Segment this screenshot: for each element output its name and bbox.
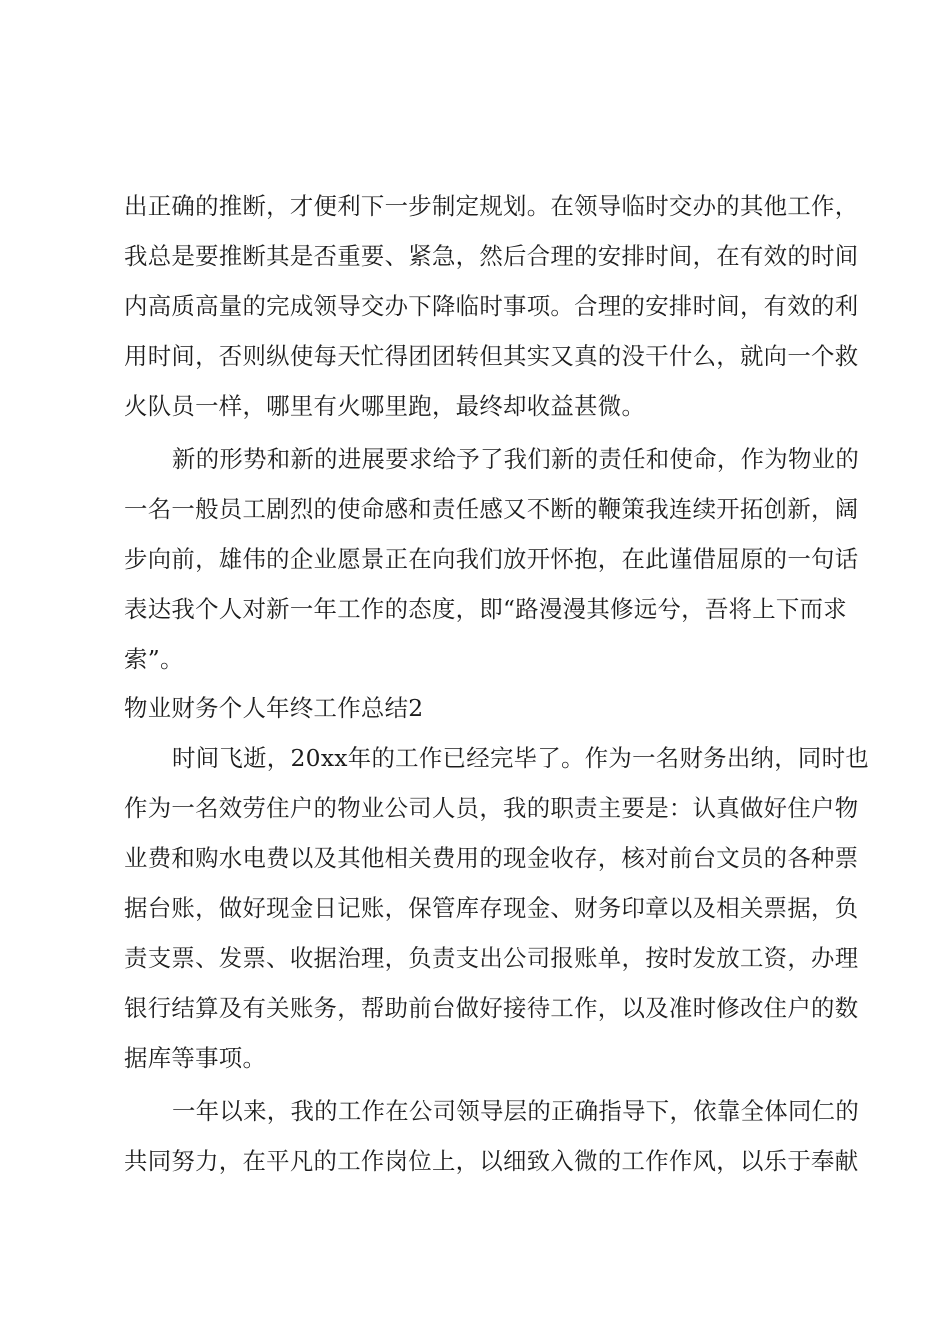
text-line: 步向前，雄伟的企业愿景正在向我们放开怀抱，在此谨借屈原的一句话 [124, 545, 859, 573]
text-line: 据台账，做好现金日记账，保管库存现金、财务印章以及相关票据，负 [124, 894, 859, 922]
text-line: 共同努力，在平凡的工作岗位上，以细致入微的工作作风，以乐于奉献 [124, 1147, 859, 1175]
text-line: 表达我个人对新一年工作的态度，即“路漫漫其修远兮，吾将上下而求 [124, 595, 847, 623]
text-line: 一年以来，我的工作在公司领导层的正确指导下，依靠全体同仁的 [172, 1097, 860, 1125]
text-line: 据库等事项。 [124, 1044, 267, 1072]
text-line: 新的形势和新的进展要求给予了我们新的责任和使命，作为物业的 [172, 445, 860, 473]
text-line: 作为一名效劳住户的物业公司人员，我的职责主要是：认真做好住户物 [124, 794, 859, 822]
text-line: 火队员一样，哪里有火哪里跑，最终却收益甚微。 [124, 392, 646, 420]
text-line: 一名一般员工剧烈的使命感和责任感又不断的鞭策我连续开拓创新，阔 [124, 495, 859, 523]
text-line: 业费和购水电费以及其他相关费用的现金收存，核对前台文员的各种票 [124, 844, 859, 872]
text-line: 内高质高量的完成领导交办下降临时事项。合理的安排时间，有效的利 [124, 292, 859, 320]
text-line: 索”。 [124, 645, 184, 673]
section-heading: 物业财务个人年终工作总结2 [124, 694, 424, 722]
text-line: 银行结算及有关账务，帮助前台做好接待工作，以及准时修改住户的数 [124, 994, 859, 1022]
text-line: 用时间，否则纵使每天忙得团团转但其实又真的没干什么，就向一个救 [124, 342, 859, 370]
text-line: 出正确的推断，才便利下一步制定规划。在领导临时交办的其他工作， [124, 192, 859, 220]
text-line: 时间飞逝，20xx年的工作已经完毕了。作为一名财务出纳，同时也 [172, 744, 869, 772]
text-line: 责支票、发票、收据治理，负责支出公司报账单，按时发放工资，办理 [124, 944, 859, 972]
text-line: 我总是要推断其是否重要、紧急，然后合理的安排时间，在有效的时间 [124, 242, 859, 270]
